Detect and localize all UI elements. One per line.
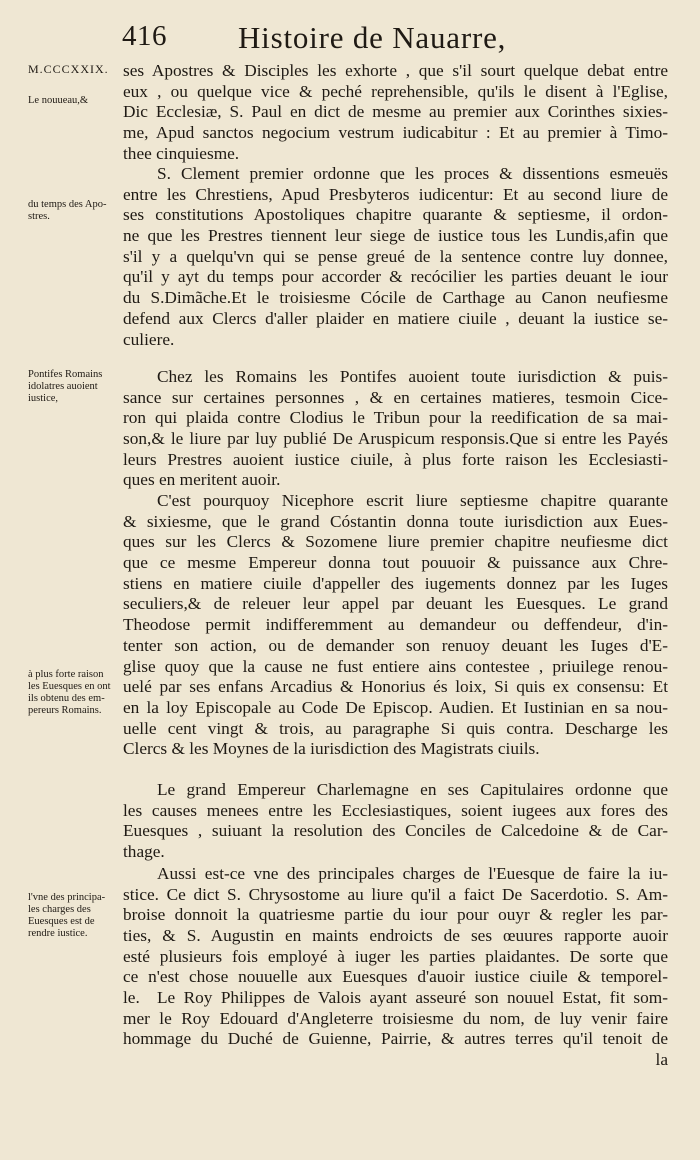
- catchword: la: [655, 1050, 668, 1070]
- text-line: Le Roy Philippes de Valois ayant asseuré son nouuel Estat, fit som-: [157, 988, 668, 1007]
- text-line: thee cinquiesme.: [123, 143, 240, 163]
- text-line: eux , ou quelque vice & peché reprehensible, qu'ils le disent à l'Eglise,: [123, 81, 668, 101]
- text-line: qu'il y ayt du temps pour accorder & recócilier les parties deuant le iour: [123, 267, 668, 287]
- margin-note: Pontifes Romains idolatres auoient iustice,: [28, 369, 103, 404]
- text-line: Le grand Empereur Charlemagne en ses Capitulaires ordonne que: [157, 780, 668, 799]
- text-line: me, Apud sanctos negocium vestrum iudicabitur : Et au premier à Timo-: [123, 123, 668, 143]
- text-line: S. Clement premier ordonne que les proces & dissentions esmeuës: [157, 164, 668, 183]
- text-line: ses Apostres & Disciples les exhorte , que s'il sourt quelque debat entre: [123, 61, 668, 80]
- text-line: uelé par ses enfans Arcadius & Honorius és loix, Si quis ex consensu: Et: [123, 677, 668, 697]
- margin-note: l'vne des principa- les charges des Euesques est de rendre iustice.: [28, 892, 106, 939]
- text-line: Clercs & les Moynes de la iurisdiction des Magistrats ciuils.: [123, 739, 540, 759]
- text-line: stice. Ce dict S. Chrysostome au liure qu'il a faict De Sacerdotio. S. Am-: [123, 884, 668, 904]
- page-number: 416: [122, 20, 167, 52]
- text-line: entre les Chrestiens, Apud Presbyteros iudicentur: Et au second liure de: [123, 184, 668, 204]
- text-line: ques en meritent auoir.: [123, 470, 281, 490]
- text-line: glise quoy que la cause ne fust entiere ains contestee , priuilege renou-: [123, 656, 668, 676]
- text-line: que ce mesme Empereur donna tout pouuoir & puissance aux Chre-: [123, 553, 668, 573]
- text-line: ron qui plaida contre Clodius le Tribun pour la reedification de sa mai-: [123, 408, 668, 428]
- text-line: C'est pourquoy Nicephore escrit liure septiesme chapitre quarante: [157, 491, 668, 510]
- text-line: culiere.: [123, 329, 175, 349]
- paragraph: [123, 491, 668, 760]
- running-title: Histoire de Nauarre,: [238, 20, 507, 55]
- text-line: Aussi est-ce vne des principales charges de l'Euesque de faire la iu-: [157, 864, 668, 883]
- text-line: sance sur certaines personnes , & en certaines matieres, tesmoin Cice-: [123, 387, 668, 407]
- margin-note: du temps des Apo- stres.: [28, 199, 107, 222]
- text-line: Theodose permit indifferemment au demandeur ou deffendeur, d'in-: [123, 615, 668, 635]
- text-line: son,& le liure par luy publié De Aruspicum responsis.Que si entre les Payés: [123, 429, 668, 449]
- text-line: uelle cent vingt & trois, au paragraphe Si quis contra. Descharge les: [123, 718, 668, 738]
- paragraph: [123, 367, 668, 491]
- text-line: ce n'est chose nouuelle aux Euesques d'auoir iustice ciuile & temporel-: [123, 967, 668, 987]
- text-line: esté plusieurs fois employé à iuger les parties plaidantes. De sorte que: [123, 946, 668, 966]
- paragraph: [123, 61, 668, 164]
- text-line: Dic Ecclesiæ, S. Paul en dict de mesme au premier aux Corinthes sixies-: [123, 102, 668, 122]
- paragraph: [123, 988, 668, 1071]
- text-line: Euesques , suiuant la resolution des Conciles de Calcedoine & de Car-: [123, 821, 668, 841]
- text-line: ses constitutions Apostoliques chapitre quarante & septiesme, il ordon-: [123, 205, 668, 225]
- paragraph: [123, 164, 668, 350]
- text-line: mer le Roy Edouard d'Angleterre troisiesme du nom, de luy venir faire: [123, 1008, 668, 1028]
- text-line: hommage du Duché de Guienne, Pairrie, & autres terres qu'il tenoit de: [123, 1029, 668, 1049]
- page-header: [0, 18, 700, 58]
- text-line: & sixiesme, que le grand Cóstantin donna toute iurisdiction aux Eues-: [123, 511, 668, 531]
- text-line: tenter son action, ou de demander son renuoy deuant les Iuges d'E-: [123, 635, 668, 655]
- text-line: ne que les Prestres tiennent leur siege de iustice tous les Lundis,afin que: [123, 226, 668, 246]
- text-line: ties, & S. Augustin en maints endroicts de ses œuures rapporte auoir: [123, 926, 668, 946]
- text-line: defend aux Clercs d'aller plaider en matiere ciuile , deuant la iustice se-: [123, 308, 668, 328]
- text-line: stiens en matiere ciuile d'appeller des iugements donnez par les Iuges: [123, 573, 668, 593]
- margin-note: Le nouueau,&: [28, 95, 89, 106]
- margin-year: M.CCCXXIX.: [28, 62, 109, 76]
- text-line: en la loy Episcopale au Code De Episcop. Audien. Et Iustinian en sa nou-: [123, 697, 668, 717]
- text-line: le.: [123, 988, 140, 1008]
- text-line: s'il y a quelqu'vn qui se pense greué de la sentence contre luy donnee,: [123, 246, 668, 266]
- text-line: du S.Dimãche.Et le troisiesme Cócile de Carthage au Canon neufiesme: [123, 288, 668, 308]
- text-line: seculiers,& de releuer leur appel par deuant les Euesques. Le grand: [123, 594, 668, 614]
- text-line: les causes menees entre les Ecclesiastiques, soient iugees aux fores des: [123, 800, 668, 820]
- text-line: ques sur les Clercs & Sozomene liure premier chapitre neufiesme dict: [123, 532, 668, 552]
- text-line: broise donnoit la quatriesme partie du iour pour ouyr & regler les par-: [123, 905, 668, 925]
- text-line: thage.: [123, 842, 165, 862]
- paragraph: [123, 780, 668, 863]
- text-line: Chez les Romains les Pontifes auoient toute iurisdiction & puis-: [157, 367, 668, 386]
- margin-note: à plus forte raison les Euesques en ont ils obtenu des em- pereurs Romains.: [28, 669, 111, 716]
- text-line: leurs Prestres auoient iustice ciuile, à plus forte raison les Ecclesiasti-: [123, 449, 668, 469]
